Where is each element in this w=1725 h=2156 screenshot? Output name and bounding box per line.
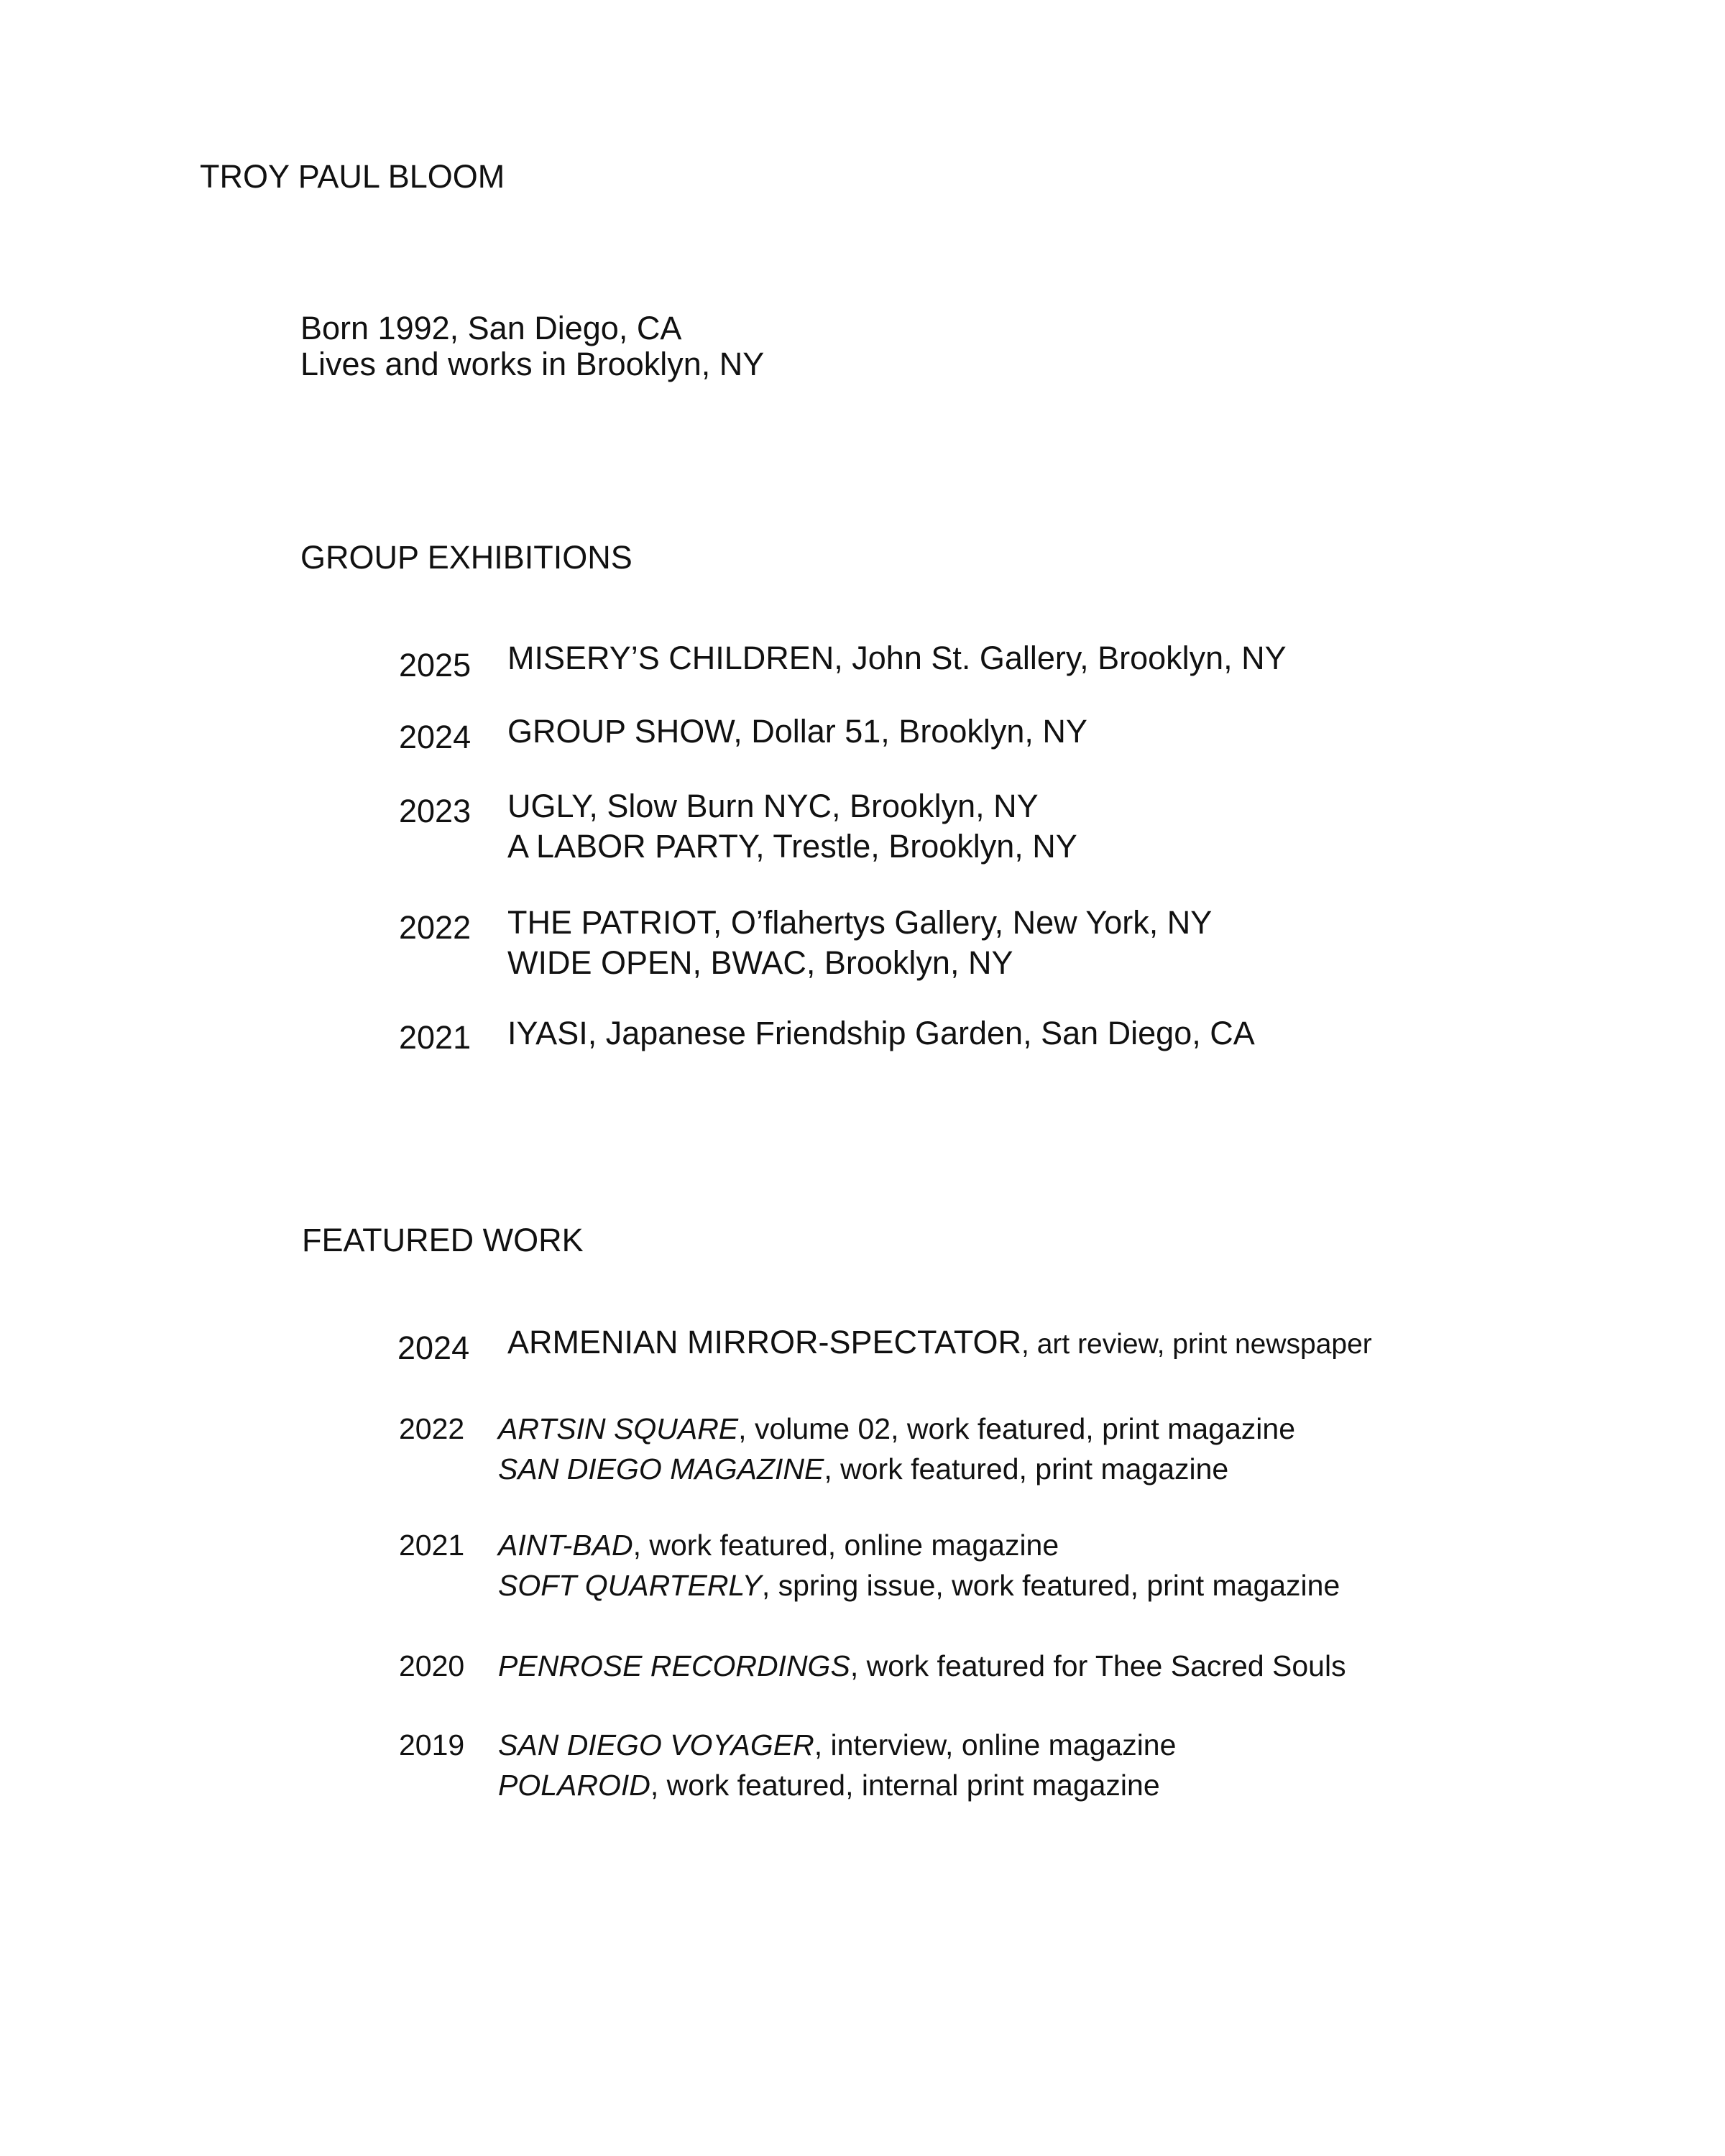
exhibition-entry: MISERY’S CHILDREN, John St. Gallery, Brooklyn, NY xyxy=(507,640,1287,676)
featured-entry xyxy=(507,1322,1372,1365)
featured-year: 2021 xyxy=(399,1529,465,1562)
featured-publication: SOFT QUARTERLY xyxy=(498,1569,762,1602)
featured-publication: ARMENIAN MIRROR-SPECTATOR xyxy=(507,1324,1022,1360)
featured-year: 2022 xyxy=(399,1412,465,1445)
featured-entry xyxy=(498,1646,1346,1686)
bio-born: Born 1992, San Diego, CA xyxy=(300,310,682,346)
featured-work-heading: FEATURED WORK xyxy=(302,1222,584,1258)
exhibition-year: 2025 xyxy=(399,647,472,683)
exhibition-year: 2022 xyxy=(399,909,472,946)
exhibition-entry: THE PATRIOT, O’flahertys Gallery, New York, NY xyxy=(507,904,1213,941)
featured-publication: AINT-BAD xyxy=(498,1529,633,1562)
featured-year: 2020 xyxy=(399,1649,465,1682)
featured-entry xyxy=(498,1565,1340,1606)
featured-detail: , work featured for Thee Sacred Souls xyxy=(850,1649,1346,1682)
exhibition-year: 2021 xyxy=(399,1019,472,1056)
featured-entry xyxy=(498,1765,1160,1805)
exhibition-year: 2023 xyxy=(399,793,472,829)
featured-detail: , interview, online magazine xyxy=(814,1728,1177,1761)
featured-entry xyxy=(498,1409,1295,1449)
artist-name: TROY PAUL BLOOM xyxy=(200,158,505,195)
featured-entry xyxy=(498,1725,1176,1765)
featured-entry xyxy=(498,1449,1228,1489)
featured-year: 2024 xyxy=(397,1330,470,1366)
featured-detail: , work featured, internal print magazine xyxy=(650,1769,1160,1802)
featured-publication: SAN DIEGO MAGAZINE xyxy=(498,1452,824,1485)
featured-year: 2019 xyxy=(399,1728,465,1761)
featured-entry xyxy=(498,1525,1059,1565)
exhibition-entry: A LABOR PARTY, Trestle, Brooklyn, NY xyxy=(507,828,1077,865)
featured-detail: , art review, print newspaper xyxy=(1021,1329,1372,1360)
featured-publication: PENROSE RECORDINGS xyxy=(498,1649,850,1682)
featured-publication: POLAROID xyxy=(498,1769,650,1802)
exhibition-entry: IYASI, Japanese Friendship Garden, San Diego, CA xyxy=(507,1015,1255,1051)
bio-lives: Lives and works in Brooklyn, NY xyxy=(300,346,765,382)
exhibition-entry: UGLY, Slow Burn NYC, Brooklyn, NY xyxy=(507,788,1039,824)
featured-detail: , work featured, print magazine xyxy=(824,1452,1229,1485)
featured-publication: SAN DIEGO VOYAGER xyxy=(498,1728,814,1761)
group-exhibitions-heading: GROUP EXHIBITIONS xyxy=(300,539,632,576)
exhibition-entry: GROUP SHOW, Dollar 51, Brooklyn, NY xyxy=(507,713,1087,750)
featured-detail: , spring issue, work featured, print magazine xyxy=(761,1569,1340,1602)
exhibition-entry: WIDE OPEN, BWAC, Brooklyn, NY xyxy=(507,944,1013,981)
featured-detail: , work featured, online magazine xyxy=(632,1529,1059,1562)
exhibition-year: 2024 xyxy=(399,719,472,755)
featured-detail: , volume 02, work featured, print magazine xyxy=(738,1412,1295,1445)
featured-publication: ARTSIN SQUARE xyxy=(498,1412,739,1445)
bio xyxy=(300,310,764,382)
